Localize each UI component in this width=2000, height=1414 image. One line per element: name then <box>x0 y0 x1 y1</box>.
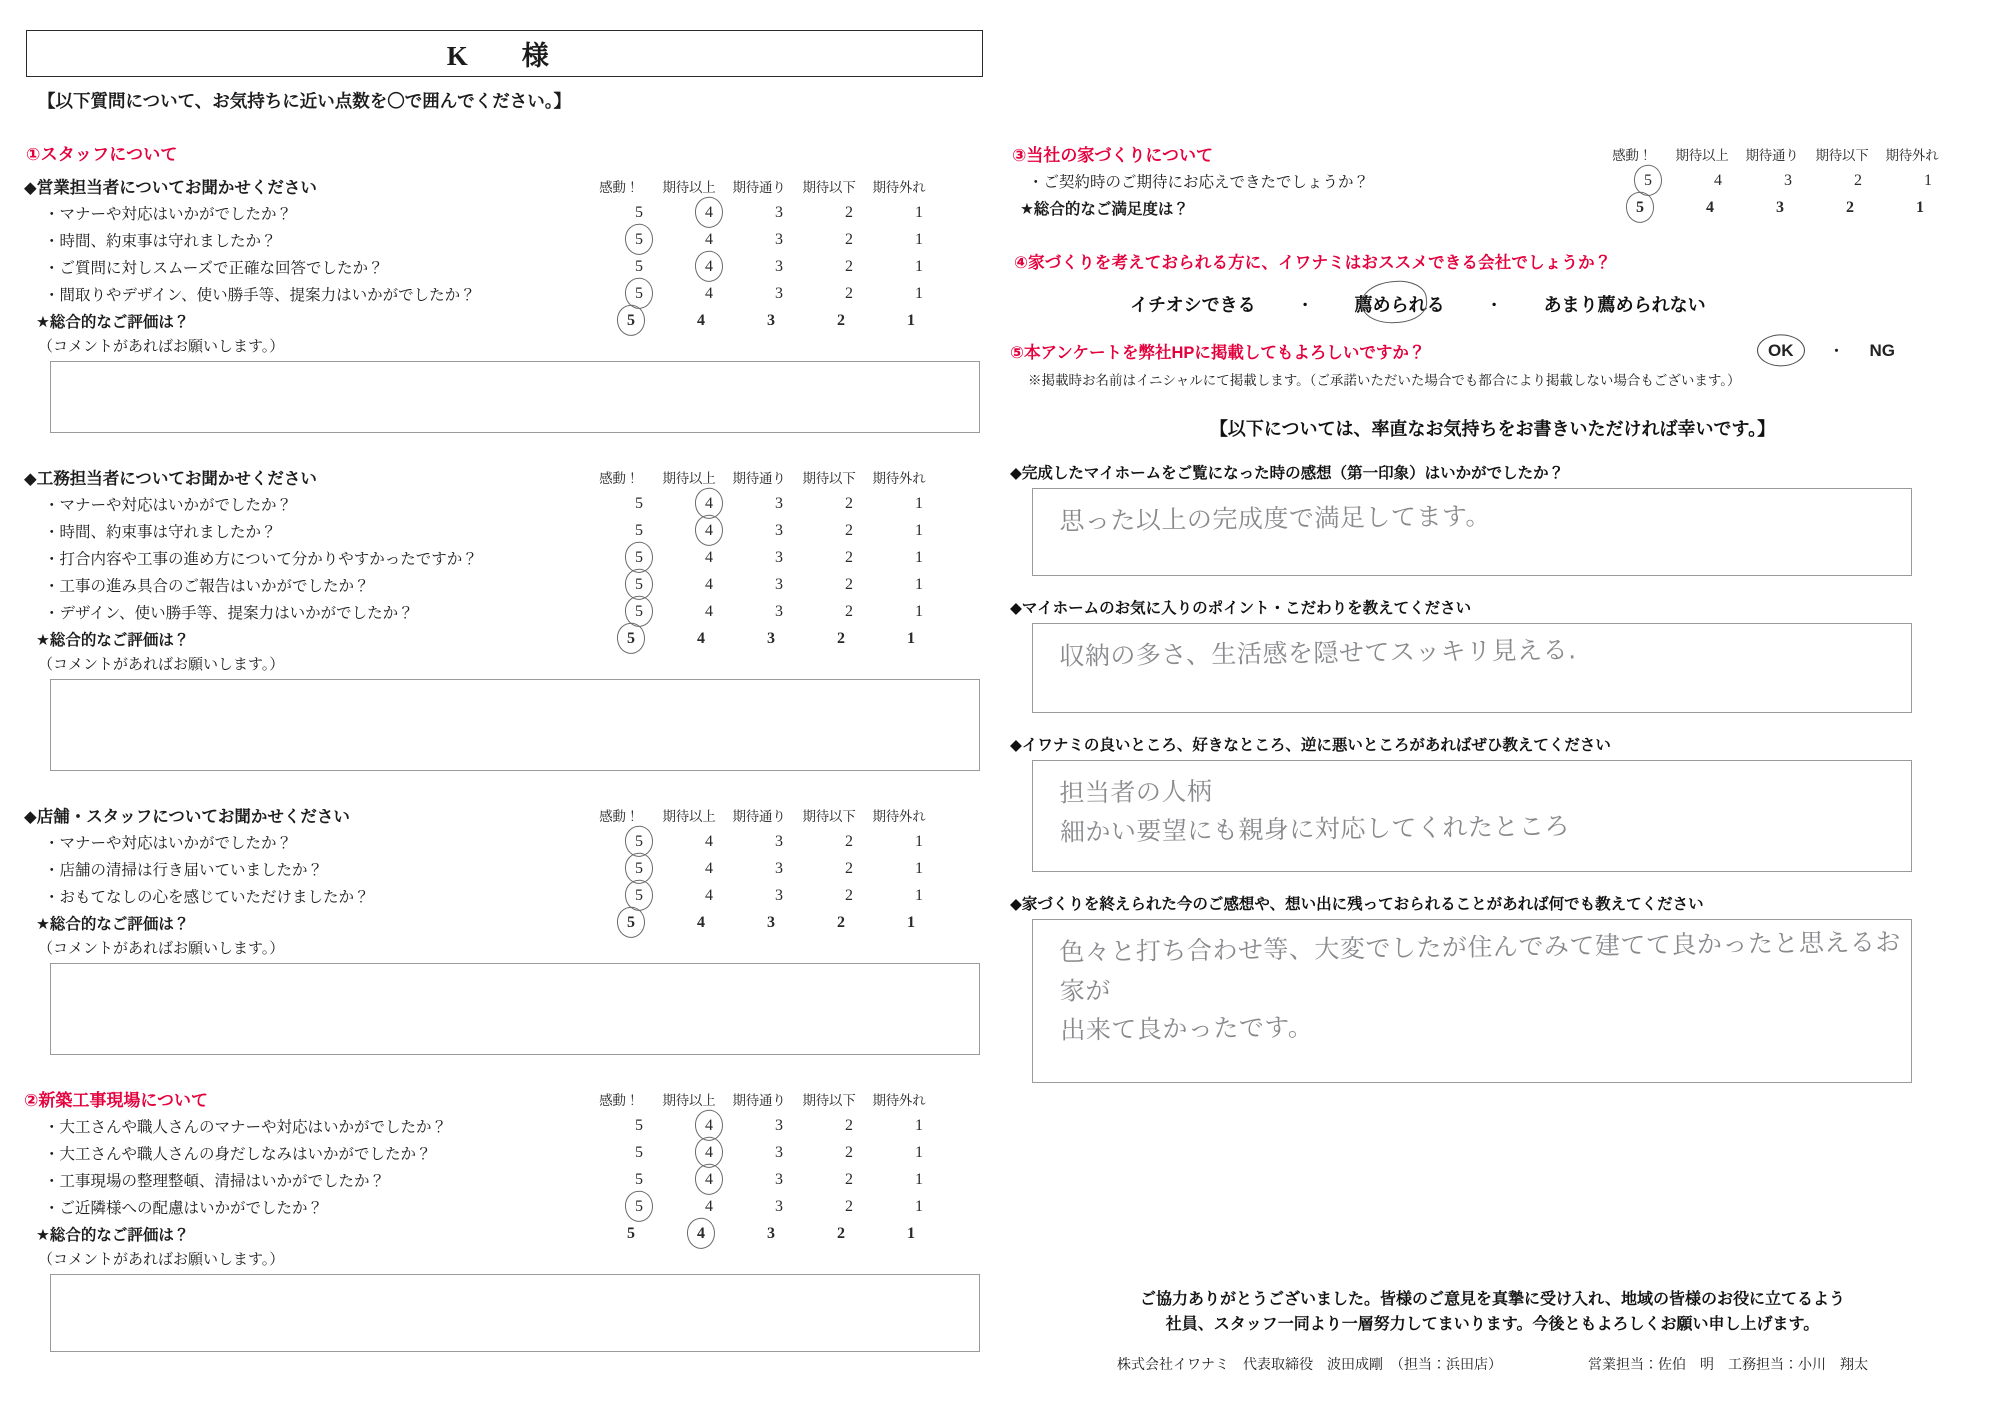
publish-consent-ng[interactable]: NG <box>1869 341 1895 360</box>
question-label: ・ご近隣様への配慮はいかがでしたか？ <box>44 1199 324 1217</box>
free-answer-box[interactable] <box>1032 919 1912 1083</box>
rating-scale <box>604 1171 956 1189</box>
footer-company: 株式会社イワナミ 代表取締役 波田成剛 （担当：浜田店） <box>1117 1357 1502 1373</box>
rating-option-selected[interactable]: 5 <box>596 914 666 932</box>
section-5-heading-row <box>1010 339 1975 363</box>
scale-label-4: 期待以下 <box>802 179 856 195</box>
group-heading-label: ◆店舗・スタッフについてお聞かせください <box>24 807 350 826</box>
rating-option[interactable]: 1 <box>907 311 915 329</box>
rating-scale <box>596 630 948 648</box>
rating-option[interactable]: 2 <box>845 832 853 850</box>
rating-option[interactable]: 4 <box>705 284 713 302</box>
rating-option[interactable]: 2 <box>845 575 853 593</box>
rating-option[interactable]: 3 <box>767 1224 775 1242</box>
rating-option[interactable]: 1 <box>915 284 923 302</box>
overall-rating-row <box>22 1220 982 1247</box>
section-2-scale-header <box>584 1089 936 1109</box>
page-title: K 様 <box>446 41 563 71</box>
question-label: ・間取りやデザイン、使い勝手等、提案力はいかがでしたか？ <box>44 286 476 304</box>
comment-box[interactable] <box>50 963 980 1055</box>
rating-option[interactable]: 1 <box>1916 198 1924 216</box>
group-heading-row <box>22 172 982 199</box>
group-scale-header <box>584 467 936 487</box>
rating-option[interactable]: 3 <box>775 1116 783 1134</box>
rating-option[interactable]: 3 <box>775 548 783 566</box>
rating-option[interactable]: 4 <box>705 886 713 904</box>
footer-thanks-line-2: 社員、スタッフ一同より一層努力してまいります。今後ともよろしくお願い申し上げます。 <box>1165 1315 1820 1333</box>
publish-consent-options <box>1758 339 1975 363</box>
rating-option[interactable]: 3 <box>775 1170 783 1188</box>
comment-box[interactable] <box>50 361 980 433</box>
rating-scale <box>604 1198 956 1216</box>
rating-option-selected[interactable]: 5 <box>1605 199 1675 217</box>
rating-option[interactable]: 2 <box>845 257 853 275</box>
overall-rating-row <box>22 625 982 652</box>
rating-option-selected[interactable]: 4 <box>674 1117 744 1135</box>
section-3-heading: ③当社の家づくりについて <box>1012 146 1214 165</box>
question-row <box>22 1112 982 1139</box>
scale-label-1: 感動！ <box>599 1092 639 1108</box>
rating-option-selected[interactable]: 5 <box>604 576 674 594</box>
rating-scale <box>604 603 956 621</box>
rating-option[interactable]: 3 <box>767 629 775 647</box>
scale-label-1: 感動！ <box>599 808 639 824</box>
scale-label-5: 期待外れ <box>872 470 926 486</box>
question-label: ★総合的なご評価は？ <box>36 915 190 933</box>
handwritten-answer: 色々と打ち合わせ等、大変でしたが住んでみて建てて良かったと思えるお家が 出来て良かったです。 <box>1059 927 1902 1045</box>
question-row <box>22 517 982 544</box>
group-heading-row <box>22 801 982 828</box>
question-label: ★総合的なご評価は？ <box>36 1226 190 1244</box>
rating-option-selected[interactable]: 5 <box>596 312 666 330</box>
rating-option[interactable]: 4 <box>705 575 713 593</box>
rating-option[interactable]: 2 <box>837 311 845 329</box>
free-question-prompt: ◆マイホームのお気に入りのポイント・こだわりを教えてください <box>1010 600 1472 617</box>
rating-scale <box>604 258 956 276</box>
rating-option[interactable]: 3 <box>775 832 783 850</box>
rating-scale <box>596 1225 948 1243</box>
rating-option[interactable]: 2 <box>845 1170 853 1188</box>
rating-option-selected[interactable]: 4 <box>666 1225 736 1243</box>
question-row <box>22 253 982 280</box>
section-1-heading: ①スタッフについて <box>26 145 178 164</box>
question-label: ★総合的なご満足度は？ <box>1020 200 1189 218</box>
rating-option[interactable]: 3 <box>775 1197 783 1215</box>
question-row <box>22 571 982 598</box>
free-question-prompt: ◆イワナミの良いところ、好きなところ、逆に悪いところがあればぜひ教えてください <box>1010 737 1611 754</box>
scale-label-4: 期待以下 <box>802 1092 856 1108</box>
rating-option[interactable]: 3 <box>775 494 783 512</box>
scale-label-1: 感動！ <box>1612 147 1652 163</box>
question-row <box>22 598 982 625</box>
question-label: ・工事の進み具合のご報告はいかがでしたか？ <box>44 577 370 595</box>
rating-option[interactable]: 1 <box>1924 171 1932 189</box>
comment-box[interactable] <box>50 1274 980 1352</box>
scale-label-3: 期待通り <box>1745 147 1799 163</box>
question-label: ・マナーや対応はいかがでしたか？ <box>44 834 293 852</box>
comment-box[interactable] <box>50 679 980 771</box>
comment-prompt: （コメントがあればお願いします。） <box>38 1252 285 1268</box>
rating-scale <box>604 833 956 851</box>
overall-rating-row <box>22 909 982 936</box>
scale-label-2: 期待以上 <box>1675 147 1729 163</box>
rating-option[interactable]: 4 <box>1706 198 1714 216</box>
publish-consent-note: ※掲載時お名前はイニシャルにて掲載します。（ご承諾いただいた場合でも都合により掲載しない場合もございます。） <box>1028 373 1741 388</box>
rating-option[interactable]: 5 <box>635 1116 643 1134</box>
rating-option[interactable]: 4 <box>705 548 713 566</box>
rating-option-selected[interactable]: 5 <box>604 887 674 905</box>
scale-label-2: 期待以上 <box>662 470 716 486</box>
rating-scale <box>1605 199 1957 217</box>
rating-option[interactable]: 2 <box>845 1143 853 1161</box>
rating-scale <box>604 887 956 905</box>
rating-scale <box>596 914 948 932</box>
question-label: ・ご質問に対しスムーズで正確な回答でしたか？ <box>44 259 384 277</box>
recommendation-option-selected[interactable]: 薦められる <box>1355 291 1445 317</box>
question-label: ・店舗の清掃は行き届いていましたか？ <box>44 861 324 879</box>
free-answer-box[interactable] <box>1032 760 1912 872</box>
handwritten-answer: 収納の多さ、生活感を隠せてスッキリ見える. <box>1059 635 1577 671</box>
question-label: ・おもてなしの心を感じていただけましたか？ <box>44 888 370 906</box>
publish-consent-ok-selected[interactable]: OK <box>1758 339 1804 363</box>
scale-label-5: 期待外れ <box>872 179 926 195</box>
question-label: ・マナーや対応はいかがでしたか？ <box>44 496 293 514</box>
rating-option[interactable]: 2 <box>845 859 853 877</box>
footer-company-line <box>1010 1354 1975 1374</box>
scale-label-2: 期待以上 <box>662 808 716 824</box>
rating-scale <box>604 204 956 222</box>
rating-option[interactable]: 2 <box>845 521 853 539</box>
question-label: ・工事現場の整理整頓、清掃はいかがでしたか？ <box>44 1172 386 1190</box>
rating-option[interactable]: 3 <box>775 859 783 877</box>
section-3-scale-header <box>1597 144 1949 164</box>
section-4 <box>1010 249 1975 317</box>
rating-option-selected[interactable]: 4 <box>674 1171 744 1189</box>
customer-title-box <box>26 30 983 77</box>
rating-option[interactable]: 1 <box>915 257 923 275</box>
rating-option[interactable]: 1 <box>915 832 923 850</box>
question-label: ★総合的なご評価は？ <box>36 313 190 331</box>
rating-option[interactable]: 2 <box>845 203 853 221</box>
rating-option[interactable]: 2 <box>1854 171 1862 189</box>
rating-option[interactable]: 5 <box>635 1170 643 1188</box>
question-row <box>22 828 982 855</box>
rating-option[interactable]: 4 <box>697 913 705 931</box>
rating-option[interactable]: 4 <box>697 629 705 647</box>
scale-label-5: 期待外れ <box>872 808 926 824</box>
rating-option[interactable]: 3 <box>775 203 783 221</box>
rating-option[interactable]: 1 <box>907 1224 915 1242</box>
rating-option[interactable]: 3 <box>775 575 783 593</box>
rating-option-selected[interactable]: 4 <box>674 258 744 276</box>
scale-label-2: 期待以上 <box>662 1092 716 1108</box>
rating-option[interactable]: 1 <box>915 548 923 566</box>
section-2-heading-row <box>22 1085 982 1112</box>
rating-scale <box>604 1144 956 1162</box>
rating-scale <box>1613 172 1965 190</box>
rating-option[interactable]: 3 <box>775 886 783 904</box>
rating-option[interactable]: 3 <box>775 257 783 275</box>
group-heading-label: ◆営業担当者についてお聞かせください <box>24 178 317 197</box>
question-label: ・大工さんや職人さんのマナーや対応はいかがでしたか？ <box>44 1118 448 1136</box>
question-label: ★総合的なご評価は？ <box>36 631 190 649</box>
scale-label-5: 期待外れ <box>872 1092 926 1108</box>
scale-label-2: 期待以上 <box>662 179 716 195</box>
question-row <box>22 1166 982 1193</box>
group-heading-label: ◆工務担当者についてお聞かせください <box>24 469 317 488</box>
handwritten-answer: 担当者の人柄 細かい要望にも親身に対応してくれたところ <box>1059 776 1571 847</box>
scale-label-3: 期待通り <box>732 808 786 824</box>
question-label: ・ご契約時のご期待にお応えできたでしょうか？ <box>1028 173 1370 191</box>
overall-satisfaction-row <box>1010 194 1975 221</box>
footer-thanks-line-1: ご協力ありがとうございました。皆様のご意見を真摯に受け入れ、地域の皆様のお役に立てるよう <box>1140 1291 1845 1308</box>
rating-scale <box>604 549 956 567</box>
rating-option[interactable]: 2 <box>837 1224 845 1242</box>
scale-label-4: 期待以下 <box>1815 147 1869 163</box>
comment-prompt: （コメントがあればお願いします。） <box>38 339 285 355</box>
section-3-heading-row <box>1010 140 1975 167</box>
question-row <box>1010 167 1975 194</box>
free-question-prompt: ◆家づくりを終えられた今のご感想や、想い出に残っておられることがあれば何でも教えてください <box>1010 896 1704 913</box>
free-question-prompt: ◆完成したマイホームをご覧になった時の感想（第一印象）はいかがでしたか？ <box>1010 465 1565 482</box>
rating-option[interactable]: 5 <box>635 1143 643 1161</box>
question-row <box>22 490 982 517</box>
rating-scale <box>604 285 956 303</box>
rating-option[interactable]: 3 <box>767 311 775 329</box>
question-row <box>22 280 982 307</box>
overall-rating-row <box>22 307 982 334</box>
option-separator: ・ <box>1486 296 1502 314</box>
rating-option[interactable]: 1 <box>915 602 923 620</box>
group-spacer <box>22 1055 982 1085</box>
rating-option[interactable]: 3 <box>767 913 775 931</box>
rating-option[interactable]: 2 <box>845 886 853 904</box>
rating-scale <box>604 576 956 594</box>
question-row <box>22 226 982 253</box>
rating-option[interactable]: 5 <box>635 521 643 539</box>
rating-scale <box>604 1117 956 1135</box>
handwritten-answer: 思った以上の完成度で満足してます。 <box>1059 501 1492 536</box>
rating-option[interactable]: 1 <box>915 1170 923 1188</box>
rating-option[interactable]: 4 <box>705 859 713 877</box>
rating-option-selected[interactable]: 5 <box>604 549 674 567</box>
rating-option-selected[interactable]: 5 <box>604 833 674 851</box>
rating-option[interactable]: 2 <box>837 629 845 647</box>
rating-option[interactable]: 1 <box>915 859 923 877</box>
rating-option[interactable]: 5 <box>627 1224 635 1242</box>
rating-option[interactable]: 3 <box>1784 171 1792 189</box>
rating-scale <box>604 231 956 249</box>
rating-option[interactable]: 1 <box>915 1116 923 1134</box>
question-label: ・デザイン、使い勝手等、提案力はいかがでしたか？ <box>44 604 414 622</box>
right-column <box>1010 140 1975 1083</box>
instruction-text: 【以下質問について、お気持ちに近い点数を〇で囲んでください。】 <box>38 91 572 111</box>
rating-option[interactable]: 3 <box>1776 198 1784 216</box>
recommendation-options <box>1010 291 1975 317</box>
left-column <box>22 140 982 1352</box>
rating-option[interactable]: 4 <box>697 311 705 329</box>
rating-scale <box>604 522 956 540</box>
question-row <box>22 544 982 571</box>
rating-option[interactable]: 1 <box>915 521 923 539</box>
rating-option[interactable]: 1 <box>915 1143 923 1161</box>
footer <box>1010 1288 1975 1374</box>
question-row <box>22 882 982 909</box>
rating-option[interactable]: 2 <box>845 1197 853 1215</box>
scale-label-4: 期待以下 <box>802 808 856 824</box>
rating-option-selected[interactable]: 5 <box>596 630 666 648</box>
rating-option[interactable]: 2 <box>845 494 853 512</box>
scale-label-3: 期待通り <box>732 179 786 195</box>
question-row <box>22 199 982 226</box>
recommendation-option[interactable]: イチオシできる <box>1130 295 1256 315</box>
question-label: ・マナーや対応はいかがでしたか？ <box>44 205 293 223</box>
rating-option[interactable]: 2 <box>845 548 853 566</box>
rating-option[interactable]: 1 <box>915 494 923 512</box>
scale-label-1: 感動！ <box>599 179 639 195</box>
rating-option[interactable]: 3 <box>775 602 783 620</box>
question-label: ・打合内容や工事の進め方について分かりやすかったですか？ <box>44 550 478 568</box>
rating-option[interactable]: 1 <box>907 629 915 647</box>
rating-option[interactable]: 1 <box>915 575 923 593</box>
rating-scale <box>596 312 948 330</box>
comment-prompt: （コメントがあればお願いします。） <box>38 657 285 673</box>
rating-option[interactable]: 2 <box>845 602 853 620</box>
question-label: ・時間、約束事は守れましたか？ <box>44 232 277 250</box>
rating-option[interactable]: 5 <box>635 494 643 512</box>
comment-prompt: （コメントがあればお願いします。） <box>38 941 285 957</box>
scale-label-4: 期待以下 <box>802 470 856 486</box>
rating-option[interactable]: 4 <box>705 832 713 850</box>
rating-option[interactable]: 1 <box>915 886 923 904</box>
rating-option-selected[interactable]: 5 <box>604 285 674 303</box>
free-comment-section-heading: 【以下については、率直なお気持ちをお書きいただければ幸いです。】 <box>1209 419 1776 439</box>
rating-option[interactable]: 5 <box>635 257 643 275</box>
scale-label-3: 期待通り <box>732 1092 786 1108</box>
group-spacer <box>22 771 982 801</box>
rating-option[interactable]: 1 <box>915 230 923 248</box>
section-5 <box>1010 339 1975 389</box>
scale-label-1: 感動！ <box>599 470 639 486</box>
scale-label-5: 期待外れ <box>1885 147 1939 163</box>
section-2-heading: ②新築工事現場について <box>24 1091 209 1110</box>
rating-option-selected[interactable]: 5 <box>604 231 674 249</box>
question-row <box>22 1139 982 1166</box>
rating-option-selected[interactable]: 4 <box>674 204 744 222</box>
rating-option[interactable]: 3 <box>775 284 783 302</box>
question-row <box>22 1193 982 1220</box>
rating-option[interactable]: 2 <box>1846 198 1854 216</box>
section-4-heading: ④家づくりを考えておられる方に、イワナミはおススメできる会社でしょうか？ <box>1014 254 1612 272</box>
free-answer-box[interactable] <box>1032 623 1912 713</box>
rating-option[interactable]: 2 <box>845 1116 853 1134</box>
rating-option-selected[interactable]: 5 <box>604 603 674 621</box>
rating-option-selected[interactable]: 4 <box>674 522 744 540</box>
rating-option-selected[interactable]: 4 <box>674 495 744 513</box>
rating-option-selected[interactable]: 5 <box>1613 172 1683 190</box>
question-label: ・大工さんや職人さんの身だしなみはいかがでしたか？ <box>44 1145 432 1163</box>
rating-option[interactable]: 2 <box>845 230 853 248</box>
recommendation-option[interactable]: あまり薦められない <box>1543 295 1706 315</box>
rating-option[interactable]: 4 <box>1714 171 1722 189</box>
group-scale-header <box>584 176 936 196</box>
rating-scale <box>604 860 956 878</box>
rating-option[interactable]: 1 <box>907 913 915 931</box>
group-heading-row <box>22 463 982 490</box>
rating-option[interactable]: 5 <box>635 203 643 221</box>
rating-option-selected[interactable]: 5 <box>604 1198 674 1216</box>
rating-option[interactable]: 4 <box>705 1197 713 1215</box>
rating-option[interactable]: 3 <box>775 1143 783 1161</box>
option-separator: ・ <box>1829 343 1844 359</box>
rating-option[interactable]: 2 <box>845 284 853 302</box>
rating-scale <box>604 495 956 513</box>
rating-option[interactable]: 3 <box>775 521 783 539</box>
option-separator: ・ <box>1297 296 1313 314</box>
section-5-heading: ⑤本アンケートを弊社HPに掲載してもよろしいですか？ <box>1010 344 1426 362</box>
scale-label-3: 期待通り <box>732 470 786 486</box>
question-label: ・時間、約束事は守れましたか？ <box>44 523 277 541</box>
free-answer-box[interactable] <box>1032 488 1912 576</box>
rating-option[interactable]: 4 <box>705 230 713 248</box>
group-spacer <box>22 433 982 463</box>
rating-option-selected[interactable]: 5 <box>604 860 674 878</box>
rating-option[interactable]: 2 <box>837 913 845 931</box>
rating-option-selected[interactable]: 4 <box>674 1144 744 1162</box>
footer-staff: 営業担当：佐伯 明 工務担当：小川 翔太 <box>1588 1357 1868 1373</box>
group-scale-header <box>584 805 936 825</box>
rating-option[interactable]: 3 <box>775 230 783 248</box>
question-row <box>22 855 982 882</box>
rating-option[interactable]: 4 <box>705 602 713 620</box>
rating-option[interactable]: 1 <box>915 1197 923 1215</box>
rating-option[interactable]: 1 <box>915 203 923 221</box>
